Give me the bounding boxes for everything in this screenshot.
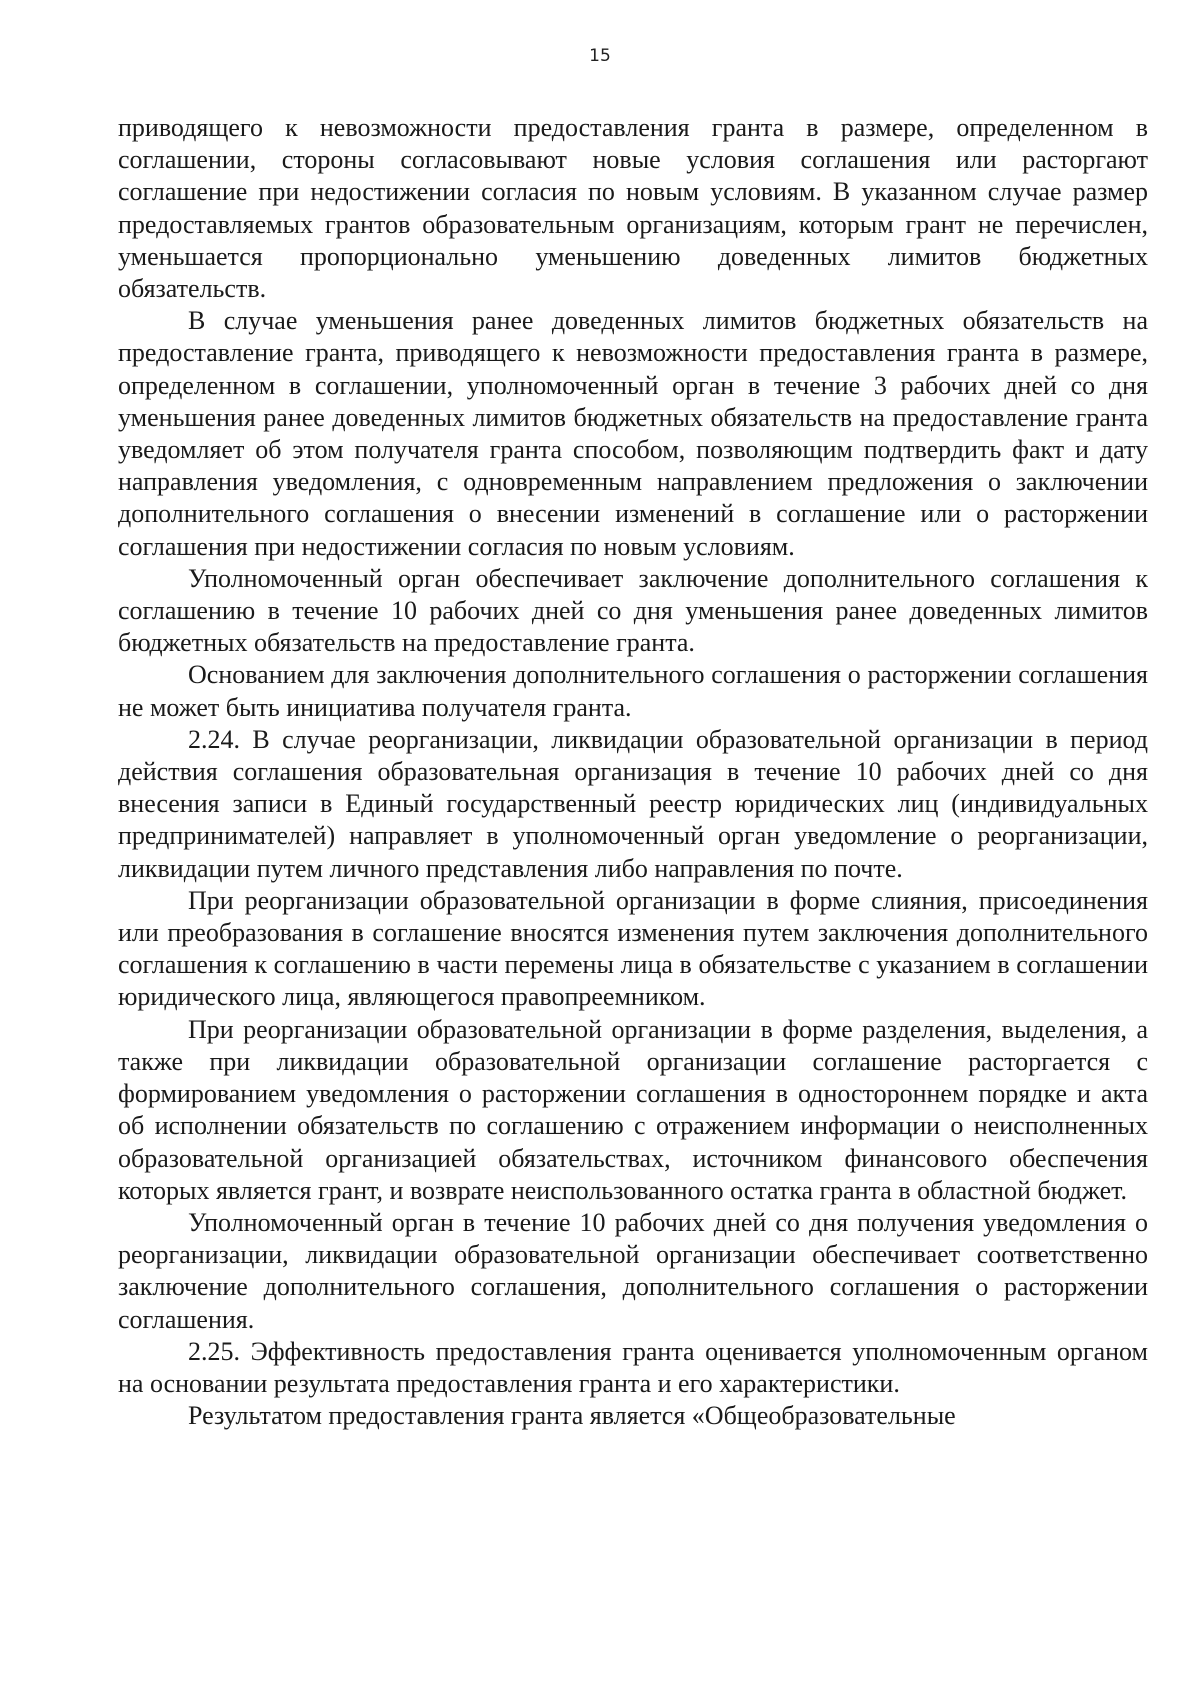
paragraph: В случае уменьшения ранее доведенных лимитов бюджетных обязательств на предоставление гранта, приводящего к невозможности предоставления гранта в размере, определенном в соглашении, уполномоченный орган в течение 3 рабочих дней со дня уменьшения ранее доведенных лимитов бюджетных обязательств на предоставление гранта уведомляет об этом получателя гранта способом, позволяющим подтвердить факт и дату направления уведомления, с одновременным направлением предложения о заключении дополнительного соглашения о внесении изменений в соглашение или о расторжении соглашения при недостижении согласия по новым условиям. [118, 306, 1148, 561]
paragraph: Основанием для заключения дополнительного соглашения о расторжении соглашения не может быть инициатива получателя гранта. [118, 660, 1148, 722]
paragraph: При реорганизации образовательной организации в форме слияния, присоединения или преобразования в соглашение вносятся изменения путем заключения дополнительного соглашения к соглашению в части перемены лица в обязательстве с указанием в соглашении юридического лица, являющегося правопреемником. [118, 885, 1148, 1012]
document-body [118, 112, 1148, 1432]
paragraph: Уполномоченный орган в течение 10 рабочих дней со дня получения уведомления о реорганизации, ликвидации образовательной организации обеспечивает соответственно заключение дополнительного соглашения, дополнительного соглашения о расторжении соглашения. [118, 1207, 1148, 1334]
paragraph: 2.24. В случае реорганизации, ликвидации образовательной организации в период действия соглашения образовательная организация в течение 10 рабочих дней со дня внесения записи в Единый государственный реестр юридических лиц (индивидуальных предпринимателей) направляет в уполномоченный орган уведомление о реорганизации, ликвидации путем личного представления либо направления по почте. [118, 724, 1148, 883]
page-number: 15 [589, 46, 611, 66]
paragraph: При реорганизации образовательной организации в форме разделения, выделения, а также при ликвидации образовательной организации соглашение расторгается с формированием уведомления о расторжении соглашения в одностороннем порядке и акта об исполнении обязательств по соглашению с отражением информации о неисполненных образовательной организацией обязательствах, источником финансового обеспечения которых является грант, и возврате неиспользованного остатка гранта в областной бюджет. [118, 1014, 1148, 1205]
paragraph: 2.25. Эффективность предоставления гранта оценивается уполномоченным органом на основании результата предоставления гранта и его характеристики. [118, 1336, 1148, 1398]
paragraph: приводящего к невозможности предоставления гранта в размере, определенном в соглашении, стороны согласовывают новые условия соглашения или расторгают соглашение при недостижении согласия по новым условиям. В указанном случае размер предоставляемых грантов образовательным организациям, которым грант не перечислен, уменьшается пропорционально уменьшению доведенных лимитов бюджетных обязательств. [118, 113, 1148, 304]
paragraph: Уполномоченный орган обеспечивает заключение дополнительного соглашения к соглашению в течение 10 рабочих дней со дня уменьшения ранее доведенных лимитов бюджетных обязательств на предоставление гранта. [118, 563, 1148, 658]
paragraph: Результатом предоставления гранта является «Общеобразовательные [188, 1401, 956, 1431]
